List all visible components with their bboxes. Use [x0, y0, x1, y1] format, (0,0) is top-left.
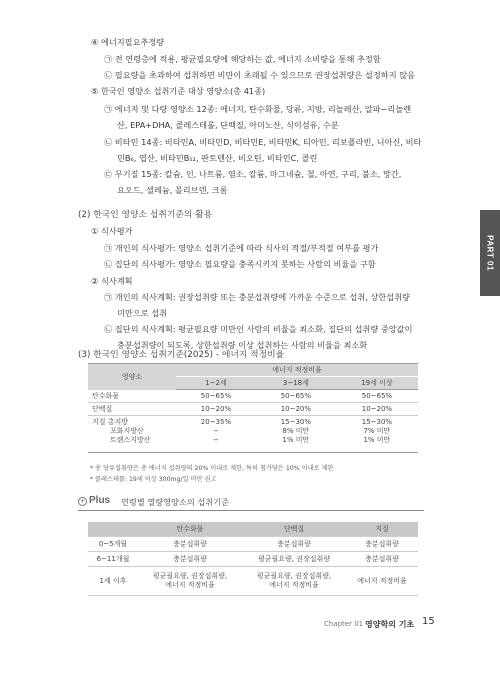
header-ratio: 에너지 적정비율 — [176, 364, 418, 377]
row-fat-label: 지질 총지방 — [92, 418, 129, 426]
row-fat-v2: 15~30% — [280, 418, 312, 426]
row-protein-label: 단백질 — [92, 405, 113, 413]
item-5-b: ㉡ 비타민 14종: 비타민A, 비타민D, 비타민E, 비타민K, 티아민, 리보플라빈, 니아신, 비타 — [104, 137, 422, 147]
item-5-c-cont: 요오드, 셀레늄, 몰리브덴, 크롬 — [117, 185, 228, 195]
t2-r1-protein: 충분섭취량 — [242, 537, 346, 552]
plus-label: Plus — [89, 495, 111, 506]
t2-r1-fat: 충분섭취량 — [346, 537, 418, 552]
row-transfat-label: 트랜스지방산 — [110, 436, 151, 444]
meal-plan-a: ㉠ 개인의 식사계획: 권장섭취량 또는 충분섭취량에 가까운 수준으로 섭취, 상한섭취량 — [104, 292, 410, 302]
item-5-b-cont: 민B₆, 엽산, 비타민B₁₂, 판토텐산, 비오틴, 비타민C, 콜린 — [117, 153, 318, 163]
item-5-c: ㉢ 무기질 15종: 칼슘, 인, 나트륨, 염소, 칼륨, 마그네슘, 철, 아연, 구리, 불소, 망간, — [104, 169, 402, 179]
header-age-3: 19세 이상 — [336, 377, 418, 390]
t2-header-carb: 탄수화물 — [138, 522, 242, 537]
plus-rule — [78, 510, 424, 511]
section-3-heading: (3) 한국인 영양소 섭취기준(2025) - 에너지 적정비율 — [78, 350, 285, 360]
t2-r3-protein-2: 에너지 적정비율 — [269, 581, 319, 589]
row-satfat-v2: 8% 미만 — [282, 427, 310, 435]
header-nutrient: 영양소 — [88, 364, 176, 390]
t2-age-0-5: 0~5개월 — [88, 537, 138, 552]
note-sugar: * 총 당류섭취량은 총 에너지 섭취량의 20% 이내로 제한, 특히 첨가당은 10% 이내로 제한 — [90, 465, 334, 472]
item-5: ⑤ 한국인 영양소 섭취기준 대상 영양소(총 41종) — [91, 86, 266, 96]
plus-icon: + — [79, 498, 86, 505]
row-protein-v2: 10~20% — [280, 405, 312, 413]
item-4-a: ㉠ 전 연령층에 적용, 평균필요량에 해당하는 값, 에너지 소비량을 통해 추정함 — [104, 54, 381, 64]
meal-plan-b: ㉡ 집단의 식사계획: 평균필요량 미만인 사람의 비율을 최소화, 집단의 섭취량 중앙값이 — [104, 324, 413, 334]
meal-plan-heading: ② 식사계획 — [91, 276, 133, 286]
t2-header-protein: 단백질 — [242, 522, 346, 537]
t2-age-1plus: 1세 이후 — [88, 567, 138, 596]
t2-r3-carb-2: 에너지 적정비율 — [165, 581, 215, 589]
row-transfat-v3: 1% 미만 — [363, 436, 391, 444]
section-2-heading: (2) 한국인 영양소 섭취기준의 활용 — [78, 210, 213, 220]
age-macro-table — [88, 522, 418, 596]
row-transfat-v2: 1% 미만 — [282, 436, 310, 444]
t2-age-6-11: 6~11개월 — [88, 552, 138, 567]
item-5-a-cont: 산, EPA+DHA, 콜레스테롤, 단백질, 아미노산, 식이섬유, 수분 — [117, 120, 339, 130]
row-protein-v1: 10~20% — [200, 405, 232, 413]
t2-r3-fat: 에너지 적정비율 — [346, 567, 418, 596]
row-fat-v3: 15~30% — [361, 418, 393, 426]
header-age-1: 1~2세 — [176, 377, 256, 390]
row-carb-v2: 50~65% — [280, 392, 312, 400]
row-carb-v3: 50~65% — [361, 392, 393, 400]
row-satfat-label: 포화지방산 — [110, 427, 144, 435]
meal-plan-a-cont: 미만으로 섭취 — [117, 308, 168, 318]
part-tab: PART 01 — [480, 210, 500, 296]
row-satfat-v3: 7% 미만 — [363, 427, 391, 435]
footer-chapter: Chapter 01 — [324, 620, 364, 628]
t2-r3-protein-1: 평균필요량, 권장섭취량, — [256, 572, 332, 580]
t2-r2-protein: 평균필요량, 권장섭취량 — [242, 552, 346, 567]
meal-plan-b-cont: 충분섭취량이 되도록, 상한섭취량 이상 섭취하는 사람의 비율을 최소화 — [117, 340, 368, 350]
footer-title: 영양학의 기초 — [365, 620, 415, 629]
plus-title: 연령별 열량영양소의 섭취기준 — [121, 497, 230, 507]
t2-header-empty — [88, 522, 138, 537]
page-number: 15 — [422, 616, 435, 627]
t2-r1-carb: 충분섭취량 — [138, 537, 242, 552]
t2-r3-carb-1: 평균필요량, 권장섭취량, — [152, 572, 228, 580]
meal-eval-heading: ① 식사평가 — [91, 226, 133, 236]
item-4-b: ㉡ 필요량을 초과하여 섭취하면 비만이 초래될 수 있으므로 권장섭취량은 설정하지 않음 — [104, 70, 416, 80]
row-transfat-v1: − — [213, 436, 219, 444]
row-fat-v1: 20~35% — [200, 418, 232, 426]
meal-eval-a: ㉠ 개인의 식사평가: 영양소 섭취기준에 따라 식사의 적절/부적절 여부를 평가 — [104, 243, 379, 253]
t2-r2-fat: 충분섭취량 — [346, 552, 418, 567]
header-age-2: 3~18세 — [256, 377, 336, 390]
row-satfat-v1: − — [213, 427, 219, 435]
meal-eval-b: ㉡ 집단의 식사평가: 영양소 필요량을 충족시키지 못하는 사람의 비율을 구함 — [104, 259, 376, 269]
row-carb-label: 탄수화물 — [92, 391, 120, 400]
note-cholesterol: * 콜레스테롤: 19세 이상 300mg/일 미만 권고 — [90, 476, 217, 483]
item-4: ④ 에너지필요추정량 — [91, 37, 165, 47]
t2-header-fat: 지질 — [346, 522, 418, 537]
item-5-a: ㉠ 에너지 및 다량 영양소 12종: 에너지, 탄수화물, 당류, 지방, 리놀레산, 알파−리놀렌 — [104, 104, 412, 114]
energy-ratio-table — [88, 363, 418, 453]
row-protein-v3: 10~20% — [361, 405, 393, 413]
t2-r2-carb: 충분섭취량 — [138, 552, 242, 567]
row-carb-v1: 50~65% — [200, 392, 232, 400]
